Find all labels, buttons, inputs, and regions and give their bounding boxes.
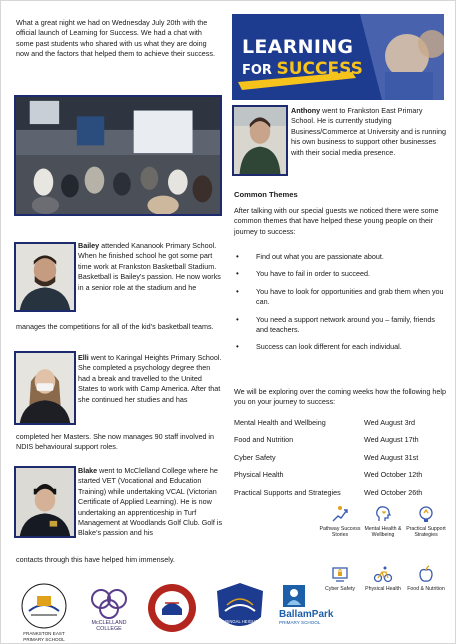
icon-tile-strategies [404,504,448,538]
karingal-heights-caption: KARINGAL HEIGHTS [219,619,261,624]
icon-tile-mental [361,504,405,538]
mcclelland-logo [83,581,135,637]
bailey-story [78,241,224,293]
icon-label: Physical Health [365,586,401,592]
elli-photo [14,351,76,425]
bailey-name: Bailey [78,241,100,250]
schedule-date: Wed October 26th [364,487,423,497]
schedule-row [234,470,422,487]
icon-label: Pathway Success Stories [319,526,361,539]
anthony-name: Anthony [291,106,321,115]
anthony-photo [232,105,288,176]
schedule-intro: We will be exploring over the coming weeks how the following help you on your journey to success: [234,387,447,407]
theme-item: • You need a support network around you – family, friends and teachers. [234,315,446,336]
elli-story [78,353,224,405]
strategies-icon [416,504,436,524]
schedule-date: Wed October 12th [364,470,423,480]
red-school-crest [145,581,199,635]
blake-name: Blake [78,466,98,475]
ballam-park-sub: PRIMARY SCHOOL [279,620,321,625]
ballam-park-name: BallamPark [279,609,334,620]
elli-text-part2: completed her Masters. She now manages 90 staff involved in NDIS behavioural support roles. [16,432,215,452]
learning-for-success-banner [232,14,444,100]
schedule-topic: Mental Health and Wellbeing [234,418,326,427]
red-crest-logo [145,581,199,637]
theme-item: • Find out what you are passionate about. [234,252,446,262]
anthony-story [291,106,446,158]
icon-tile-pathway [318,504,362,538]
schedule-date: Wed August 17th [364,435,419,445]
schedule-table [234,418,422,505]
frankston-east-caption: FRANKSTON EAST PRIMARY SCHOOL [23,631,65,642]
anthony-text: went to Frankston East Primary School. He is currently studying Business/Commerce at University and is running his own business to support other businesses with their social media presence. [291,106,446,157]
banner-for: FOR [242,63,272,78]
frankston-east-crest [15,581,73,631]
theme-item: • Success can look different for each individual. [234,342,446,352]
schedule-topic: Food and Nutrition [234,435,294,445]
ballam-park-mark [283,585,305,607]
elli-text-part1: went to Karingal Heights Primary School. She completed a psychology degree then had a break and travelled to the United States to work with Camp America. After that she continued her studies and has [78,353,222,404]
ballam-park-logo [279,581,351,637]
blake-story [78,466,224,539]
icon-label: Mental Health & Wellbeing [364,526,402,539]
bailey-story-cont [16,322,225,332]
icon-label: Cyber Safety [325,586,355,592]
mental-health-icon [373,504,393,524]
schedule-row [234,435,422,452]
icon-label: Practical Support Strategies [406,526,446,539]
school-logos-row [11,581,447,642]
theme-item: • You have to look for opportunities and grab them when you can. [234,287,446,308]
schedule-topic: Physical Health [234,470,284,480]
schedule-date: Wed August 31st [364,452,419,462]
mcclelland-caption: McCLELLAND COLLEGE [91,620,127,632]
schedule-topic: Cyber Safety [234,452,276,462]
schedule-topic: Practical Supports and Strategies [234,487,341,497]
schedule-row [234,453,422,470]
bailey-photo [14,242,76,312]
intro-paragraph: What a great night we had on Wednesday July 20th with the official launch of Learning for Success. We had a chat with some past students who shared with us what they are doing now and the factors that helped them to achieve their success. [16,18,215,59]
mcclelland-emblem [83,581,135,621]
schedule-row [234,488,422,505]
blake-text-part1: went to McClelland College where he started VET (Vocational and Education Training) while undertaking VCAL (Victorian Certificate of Applied Learning). He is now undertaking an apprenticeship in Turf Management at Woodlands Golf Club. Golf is Blake’s passion and his [78,466,223,538]
banner-success: SUCCESS [276,59,363,79]
blake-photo [14,466,76,538]
banner-title-line1: LEARNING [242,36,354,58]
common-themes-heading: Common Themes [234,190,298,199]
blake-text-part2: contacts through this have helped him immensely. [16,555,175,564]
launch-event-photo [14,95,222,216]
pathway-icon [330,504,350,524]
karingal-heights-crest [213,581,267,635]
banner-title-line2 [242,59,363,79]
bailey-text-part1: attended Kananook Primary School. When he finished school he got some part time work at Frankston Basketball Stadium. Basketball is Bailey’s passion. He now works in a senior role at the stadium and he [78,241,221,292]
elli-name: Elli [78,353,89,362]
common-themes-list [234,252,446,360]
blake-story-cont [16,555,225,565]
theme-item: • You have to fail in order to succeed. [234,269,446,279]
schedule-row [234,418,422,435]
common-themes-intro: After talking with our special guests we noticed there were some common themes that have helped these young people on their journey to success: [234,206,439,236]
elli-story-cont [16,432,225,453]
frankston-east-logo [15,581,73,642]
karingal-heights-logo [213,581,267,637]
schedule-date: Wed August 3rd [364,418,416,427]
icon-label: Food & Nutrition [407,586,445,592]
bailey-text-part2: manages the competitions for all of the kid’s basketball teams. [16,322,214,331]
